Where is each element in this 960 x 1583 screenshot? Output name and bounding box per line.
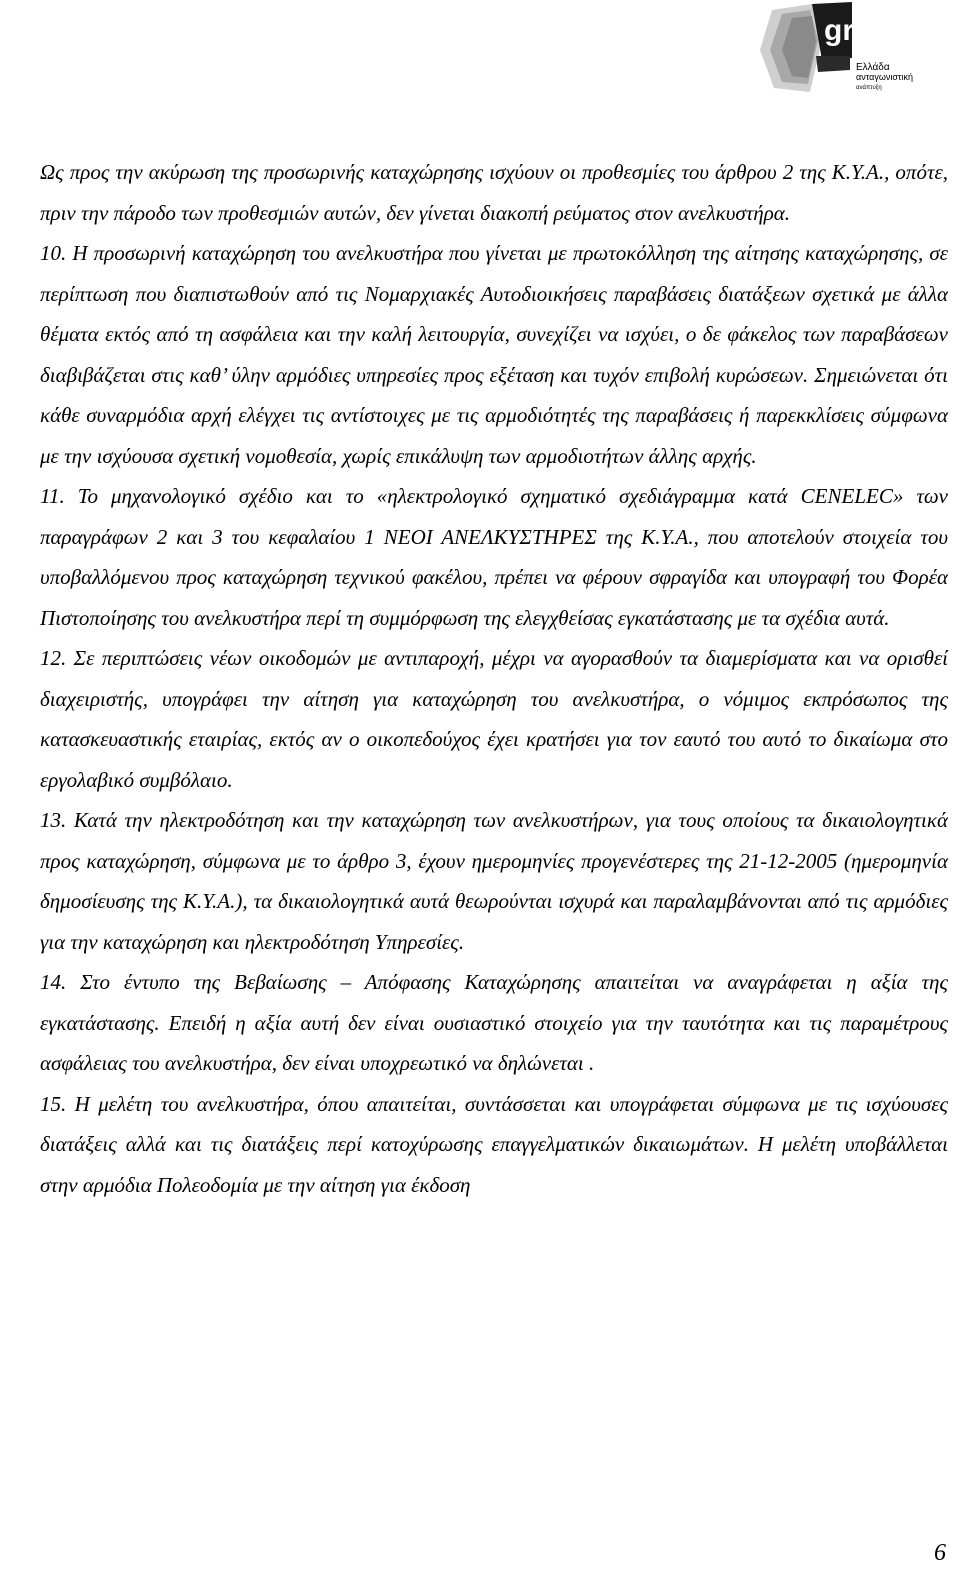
item-text: Κατά την ηλεκτροδότηση και την καταχώρηση των ανελκυστήρων, για τους οποίους τα δικαιολογητικά προς καταχώρηση, σύμφωνα με το άρθρο 3, έχουν ημερομηνίες προγενέστερες της 21-12-2005 (ημερομηνία δημοσίευσης της Κ.Υ.Α.), τα δικαιολογητικά αυτά θεωρούνται ισχυρά και παραλαμβάνονται από τις αρμόδιες για την καταχώρηση και ηλεκτροδότηση Υπηρεσίες. xyxy=(40,808,948,954)
logo-line-1: Ελλάδα xyxy=(856,62,890,73)
page-number: 6 xyxy=(934,1540,946,1566)
logo xyxy=(752,0,942,96)
item-number: 14. xyxy=(40,970,67,994)
document-body xyxy=(40,152,948,1205)
item-text: Στο έντυπο της Βεβαίωσης – Απόφασης Καταχώρησης απαιτείται να αναγράφεται η αξία της εγκατάστασης. Επειδή η αξία αυτή δεν είναι ουσιαστικό στοιχείο για την ταυτότητα και τις παραμέτρους ασφάλειας του ανελκυστήρα, δεν είναι υποχρεωτικό να δηλώνεται . xyxy=(40,970,948,1075)
logo-line-3: ανάπτυξη xyxy=(856,85,882,91)
item-number: 11. xyxy=(40,484,65,508)
logo-mark: gr xyxy=(824,14,854,47)
list-item-11 xyxy=(40,476,948,638)
item-number: 13. xyxy=(40,808,67,832)
item-number: 15. xyxy=(40,1091,67,1116)
list-item-12 xyxy=(40,638,948,800)
list-item-13 xyxy=(40,800,948,962)
item-text: Η προσωρινή καταχώρηση του ανελκυστήρα που γίνεται με πρωτοκόλληση της αίτησης καταχώρησης, σε περίπτωση που διαπιστωθούν από τις Νομαρχιακές Αυτοδιοικήσεις παραβάσεις διατάξεων σχετικά με άλλα θέματα εκτός από τη ασφάλεια και την καλή λειτουργία, συνεχίζει να ισχύει, ο δε φάκελος των παραβάσεων διαβιβάζεται στις καθ’ ύλην αρμόδιες υπηρεσίες προς εξέταση και τυχόν επιβολή κυρώσεων. Σημειώνεται ότι κάθε συναρμόδια αρχή ελέγχει τις αντίστοιχες με τις αρμοδιότητές της παραβάσεις ή παρεκκλίσεις σύμφωνα με την ισχύουσα σχετική νομοθεσία, χωρίς επικάλυψη των αρμοδιοτήτων άλλης αρχής. xyxy=(40,241,949,468)
item-text: Το μηχανολογικό σχέδιο και το «ηλεκτρολογικό σχηματικό σχεδιάγραμμα κατά CENELEC» των παραγράφων 2 και 3 του κεφαλαίου 1 ΝΕΟΙ ΑΝΕΛΚΥΣΤΗΡΕΣ της Κ.Υ.Α., που αποτελούν στοιχεία του υποβαλλόμενου προς καταχώρηση τεχνικού φακέλου, πρέπει να φέρουν σφραγίδα και υπογραφή του Φορέα Πιστοποίησης του ανελκυστήρα περί τη συμμόρφωση της ελεγχθείσας εγκατάστασης με τα σχέδια αυτά. xyxy=(40,484,948,630)
logo-line-2: ανταγωνιστική xyxy=(856,72,913,82)
list-item-14 xyxy=(40,962,948,1084)
list-item-15 xyxy=(40,1084,948,1206)
item-number: 10. xyxy=(40,241,67,265)
item-text: Σε περιπτώσεις νέων οικοδομών με αντιπαροχή, μέχρι να αγορασθούν τα διαμερίσματα και να ορισθεί διαχειριστής, υπογράφει την αίτηση για καταχώρηση του ανελκυστήρα, ο νόμιμος εκπρόσωπος της κατασκευαστικής εταιρίας, εκτός αν ο οικοπεδούχος έχει κρατήσει για τον εαυτό του αυτό το δικαίωμα στο εργολαβικό συμβόλαιο. xyxy=(40,646,948,792)
intro-paragraph: Ως προς την ακύρωση της προσωρινής καταχώρησης ισχύουν οι προθεσμίες του άρθρου 2 της Κ.Υ.Α., οπότε, πριν την πάροδο των προθεσμιών αυτών, δεν γίνεται διακοπή ρεύματος στον ανελκυστήρα. xyxy=(40,160,948,225)
list-item-10 xyxy=(40,233,948,476)
item-number: 12. xyxy=(40,646,67,670)
item-text: Η μελέτη του ανελκυστήρα, όπου απαιτείται, συντάσσεται και υπογράφεται σύμφωνα με τις ισχύουσες διατάξεις αλλά και τις διατάξεις περί κατοχύρωσης επαγγελματικών δικαιωμάτων. Η μελέτη υποβάλλεται στην αρμόδια Πολεοδομία με την αίτηση για έκδοση xyxy=(40,1091,949,1197)
